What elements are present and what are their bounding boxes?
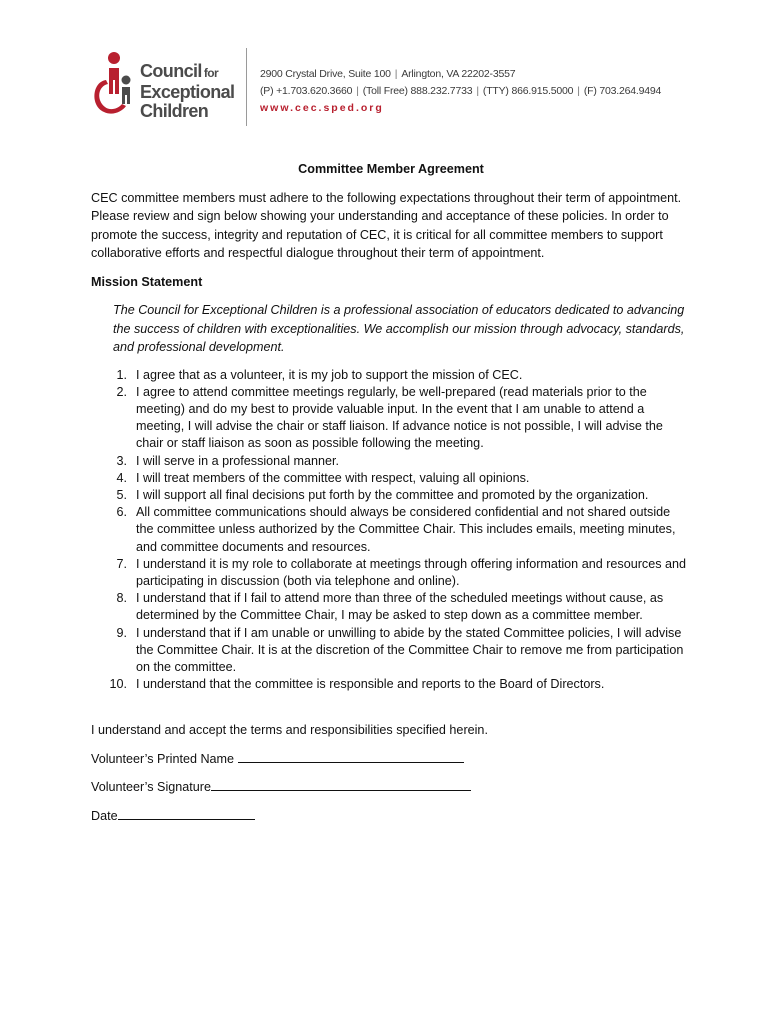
date-label: Date [91, 808, 118, 823]
printed-name-field [91, 750, 691, 769]
printed-name-line[interactable] [238, 750, 464, 763]
date-field [91, 807, 691, 826]
cec-logo-icon [88, 50, 136, 122]
website-link[interactable]: www.cec.sped.org [260, 102, 384, 114]
document-title: Committee Member Agreement [298, 162, 484, 176]
list-item: 7. I understand it is my role to collaborate at meetings through offering information and resources and participating in discussion (both via telephone and online). [116, 556, 687, 588]
contact-block: 2900 Crystal Drive, Suite 100 | Arlington, VA 22202-3557 (P) +1.703.620.3660 | (Toll Free) 888.232.7733 | (TTY) 866.915.5000 | (F) 703.264.9494 www.cec.sped.org [260, 68, 662, 114]
mission-heading: Mission Statement [91, 274, 203, 289]
signature-line[interactable] [211, 778, 471, 791]
signature-field [91, 778, 691, 797]
list-item: 4. I will treat members of the committee with respect, valuing all opinions. [116, 470, 530, 485]
tty: (TTY) 866.915.5000 [482, 85, 574, 97]
phone: (P) +1.703.620.3660 [260, 85, 353, 97]
printed-name-label: Volunteer’s Printed Name [91, 751, 238, 766]
list-item: 10. I understand that the committee is responsible and reports to the Board of Directors. [109, 677, 605, 692]
mission-statement: The Council for Exceptional Children is a professional association of educators dedicated to advancing the success of children with exceptionalities. We accomplish our mission through advocacy, standards, and professional development. [113, 303, 685, 354]
list-item: 1. I agree that as a volunteer, it is my job to support the mission of CEC. [116, 367, 523, 382]
acceptance-statement: I understand and accept the terms and responsibilities specified herein. [91, 723, 488, 738]
date-line[interactable] [118, 807, 255, 820]
list-item: 6. All committee communications should always be considered confidential and not shared outside the committee unless authorized by the Committee Chair. This includes emails, meeting minutes, and committee documents and resources. [116, 505, 676, 554]
list-item: 3. I will serve in a professional manner. [116, 453, 339, 468]
intro-paragraph: CEC committee members must adhere to the following expectations throughout their term of appointment. Please review and sign below showing your understanding and acceptance of these policies. In order to promote the success, integrity and reputation of CEC, it is critical for all committee members to support collaborative efforts and respectful dialogue throughout their term of appointment. [91, 190, 682, 260]
letterhead [88, 48, 688, 128]
list-item: 8. I understand that if I fail to attend more than three of the scheduled meetings without cause, as determined by the Committee Chair, I may be asked to step down as a committee member. [116, 591, 664, 623]
document-body [91, 160, 691, 835]
list-item: 2. I agree to attend committee meetings regularly, be well-prepared (read materials prior to the meeting) and do my best to provide valuable input. In the event that I am unable to attend a meeting, I will advise the chair or staff liaison. If advance notice is not possible, I will advise the chair or staff liaison as soon as possible following the meeting. [116, 384, 663, 451]
list-item: 5. I will support all final decisions put forth by the committee and promoted by the organization. [116, 487, 649, 502]
signature-label: Volunteer’s Signature [91, 780, 211, 795]
fax: (F) 703.264.9494 [583, 85, 662, 97]
logo-wordmark: Council for Exceptional Children [140, 61, 235, 121]
rules-list [91, 367, 691, 694]
address: 2900 Crystal Drive, Suite 100 [260, 68, 391, 80]
toll-free: (Toll Free) 888.232.7733 [362, 85, 473, 97]
list-item: 9. I understand that if I am unable or unwilling to abide by the stated Committee policies, I will advise the Committee Chair. It is at the discretion of the Committee Chair to remove me from participation on the committee. [116, 625, 684, 674]
header-divider [246, 48, 247, 126]
city: Arlington, VA 22202-3557 [401, 68, 516, 80]
